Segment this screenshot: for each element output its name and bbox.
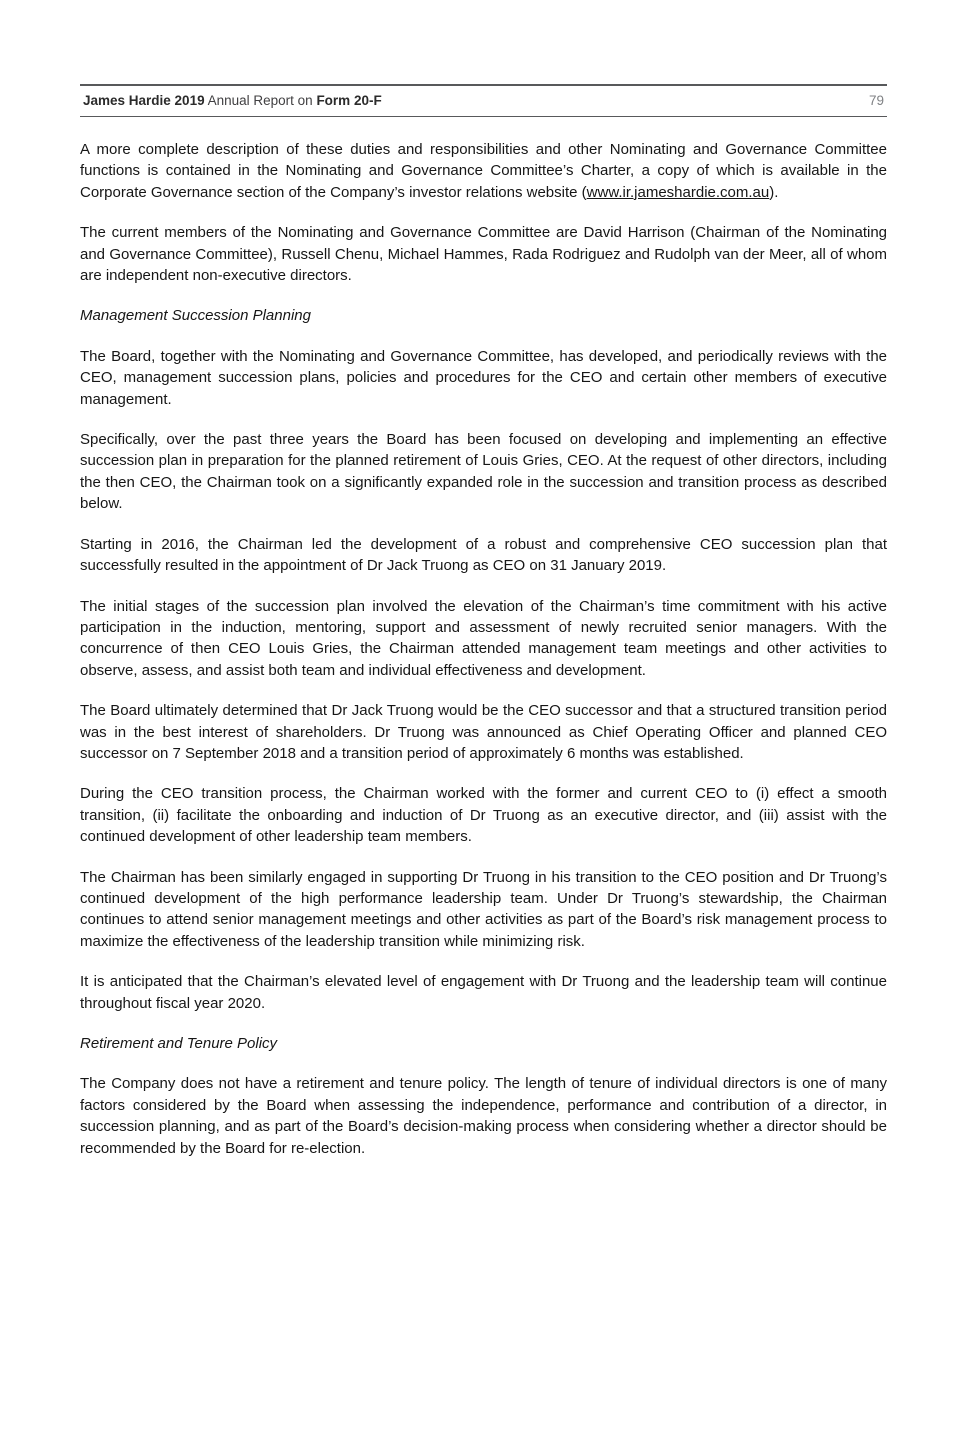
running-header: [80, 84, 887, 117]
document-page: [0, 84, 965, 1449]
paragraph-charter: [80, 139, 887, 203]
paragraph-initial-stages: The initial stages of the succession plan involved the elevation of the Chairman’s time commitment with his active participation in the induction, mentoring, support and assessment of newly recruited senior managers. With the concurrence of then CEO Louis Gries, the Chairman attended management team meetings and other activities to observe, assess, and assist both team and individual effectiveness and development.: [80, 597, 887, 679]
document-title: [83, 93, 382, 108]
paragraph-charter-text: A more complete description of these duties and responsibilities and other Nominating and Governance Committee functions is contained in the Nominating and Governance Committee’s Charter, a copy of which is available in the Corporate Governance section of the Company’s investor relations website (: [80, 141, 887, 201]
document-title-form: Form 20-F: [316, 93, 382, 108]
paragraph-charter-closing: ).: [769, 183, 779, 201]
paragraph-tenure-policy: The Company does not have a retirement and tenure policy. The length of tenure of individual directors is one of many factors considered by the Board when assessing the independence, performance and contribution of a director, in succession planning, and as part of the Board’s decision-making process when considering whether a director should be recommended by the Board for re-election.: [80, 1075, 887, 1157]
paragraph-chairman-engagement: The Chairman has been similarly engaged in supporting Dr Truong in his transition to the CEO position and Dr Truong’s continued development of the high performance leadership team. Under Dr Truong’s stewardship, the Chairman continues to attend senior management meetings and other activities as part of the Board’s risk management process to maximize the effectiveness of the leadership transition while minimizing risk.: [80, 868, 887, 950]
investor-relations-link[interactable]: www.ir.jameshardie.com.au: [586, 183, 770, 201]
paragraph-transition-period: The Board ultimately determined that Dr Jack Truong would be the CEO successor and that a structured transition period was in the best interest of shareholders. Dr Truong was announced as Chief Operating Officer and planned CEO successor on 7 September 2018 and a transition period of approximately 6 months was established.: [80, 702, 887, 762]
paragraph-transition-process: During the CEO transition process, the Chairman worked with the former and current CEO to (i) effect a smooth transition, (ii) facilitate the onboarding and induction of Dr Truong as an executive director, and (iii) assist with the continued development of other leadership team members.: [80, 785, 887, 846]
paragraph-succession-focus: Specifically, over the past three years the Board has been focused on developing and implementing an effective succession plan in preparation for the planned retirement of Louis Gries, CEO. At the request of other directors, including the then CEO, the Chairman took on a significantly expanded role in the succession and transition process as described below.: [80, 431, 887, 513]
paragraph-committee-members: The current members of the Nominating and Governance Committee are David Harrison (Chairman of the Nominating and Governance Committee), Russell Chenu, Michael Hammes, Rada Rodriguez and Rudolph van der Meer, all of whom are independent non-executive directors.: [80, 224, 887, 285]
document-title-brand: James Hardie 2019: [83, 93, 205, 108]
heading-management-succession-planning: Management Succession Planning: [80, 307, 311, 325]
paragraph-board-review: The Board, together with the Nominating and Governance Committee, has developed, and periodically reviews with the CEO, management succession plans, policies and procedures for the CEO and certain other members of executive management.: [80, 347, 887, 408]
paragraph-ceo-succession-plan: Starting in 2016, the Chairman led the development of a robust and comprehensive CEO succession plan that successfully resulted in the appointment of Dr Jack Truong as CEO on 31 January 2019.: [80, 535, 887, 575]
document-body: [80, 139, 887, 1159]
paragraph-fiscal-2020: It is anticipated that the Chairman’s elevated level of engagement with Dr Truong and the leadership team will continue throughout fiscal year 2020.: [80, 973, 887, 1012]
page-number: 79: [868, 93, 884, 108]
document-title-middle: Annual Report on: [204, 93, 317, 108]
heading-retirement-and-tenure-policy: Retirement and Tenure Policy: [80, 1035, 278, 1052]
